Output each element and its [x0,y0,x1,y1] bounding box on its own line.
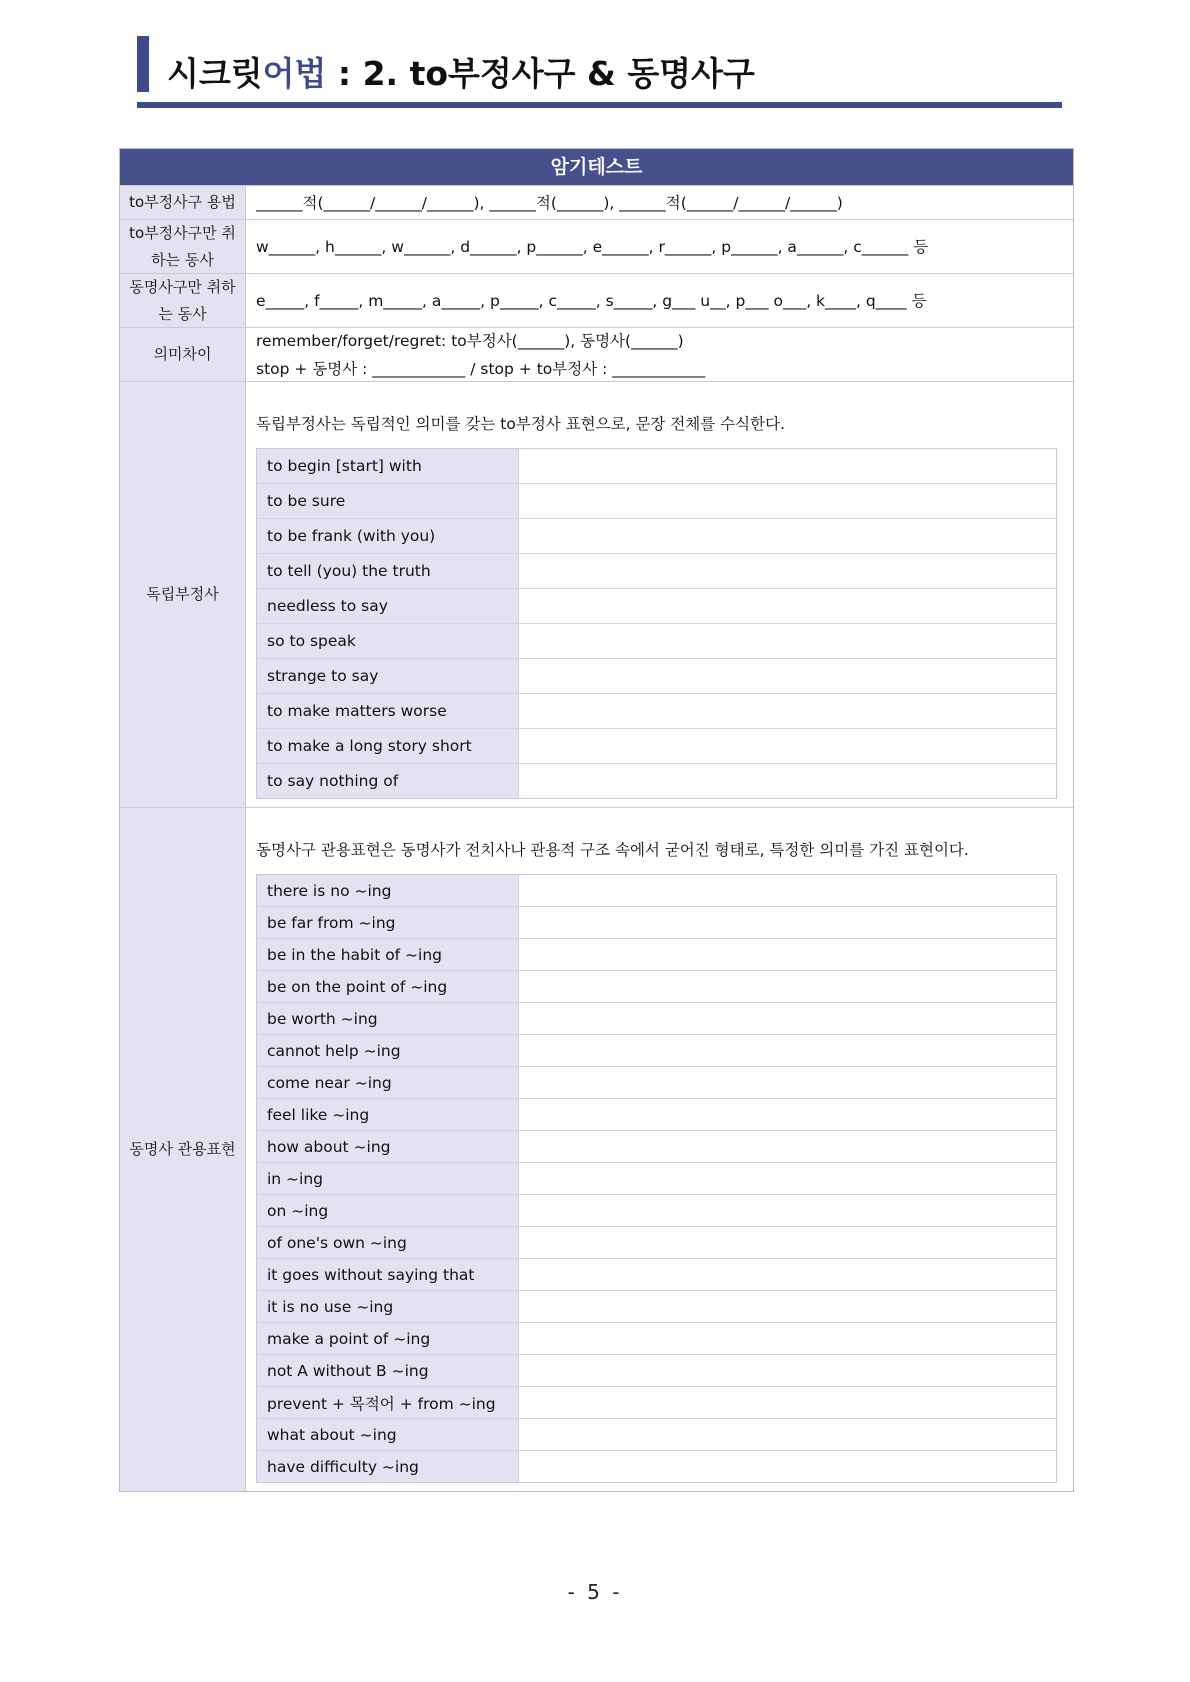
expression-term: be in the habit of ~ing [257,939,519,970]
answer-blank[interactable] [519,875,1056,906]
expression-row [257,1322,1056,1354]
page-number: - 5 - [567,1580,623,1604]
expression-row [257,938,1056,970]
expression-term: to make matters worse [257,694,519,728]
row-label: 동명사구만 취하는 동사 [120,274,246,327]
row-meaning-difference [120,327,1073,381]
expression-term: needless to say [257,589,519,623]
expression-term: prevent + 목적어 + from ~ing [257,1387,519,1418]
expression-term: have difficulty ~ing [257,1451,519,1482]
row-label: to부정사구만 취하는 동사 [120,220,246,273]
expression-row [257,875,1056,906]
expression-row [257,623,1056,658]
expression-term: strange to say [257,659,519,693]
answer-blank[interactable] [519,1227,1056,1258]
answer-blank[interactable] [519,971,1056,1002]
answer-blank[interactable] [519,1323,1056,1354]
expression-row [257,1450,1056,1482]
expression-term: it is no use ~ing [257,1291,519,1322]
gerund-expression-list [256,874,1057,1483]
expression-term: make a point of ~ing [257,1323,519,1354]
answer-blank[interactable] [519,1451,1056,1482]
expression-row [257,693,1056,728]
page-header [137,36,1062,110]
expression-term: to be sure [257,484,519,518]
row-label: 동명사 관용표현 [120,808,246,1491]
expression-row [257,449,1056,483]
expression-term: in ~ing [257,1163,519,1194]
expression-row [257,658,1056,693]
expression-term: to begin [start] with [257,449,519,483]
row-independent-infinitive [120,381,1073,807]
expression-row [257,1098,1056,1130]
answer-blank[interactable] [519,1099,1056,1130]
answer-blank[interactable] [519,554,1056,588]
expression-term: on ~ing [257,1195,519,1226]
expression-term: be on the point of ~ing [257,971,519,1002]
expression-row [257,1162,1056,1194]
expression-row [257,763,1056,798]
expression-term: be worth ~ing [257,1003,519,1034]
answer-blank[interactable] [519,694,1056,728]
row-gerund-idioms [120,807,1073,1491]
expression-row [257,1034,1056,1066]
expression-term: to make a long story short [257,729,519,763]
answer-blank[interactable] [519,1291,1056,1322]
answer-blank[interactable] [519,1355,1056,1386]
section-content [246,382,1073,807]
title-rest: : 2. to부정사구 & 동명사구 [326,54,755,93]
expression-term: to say nothing of [257,764,519,798]
row-label: 의미차이 [120,328,246,381]
answer-blank[interactable] [519,1131,1056,1162]
answer-blank[interactable] [519,449,1056,483]
expression-row [257,1002,1056,1034]
expression-term: how about ~ing [257,1131,519,1162]
expression-term: to tell (you) the truth [257,554,519,588]
row-line: ______적(______/______/______), ______적(______), ______적(______/______/______) [256,193,843,212]
row-infinitive-verbs [120,219,1073,273]
row-content[interactable] [246,186,1073,219]
expression-row [257,970,1056,1002]
section-description: 동명사구 관용표현은 동명사가 전치사나 관용적 구조 속에서 굳어진 형태로, 특정한 의미를 가진 표현이다. [256,841,969,859]
expression-term: not A without B ~ing [257,1355,519,1386]
row-gerund-verbs [120,273,1073,327]
header-rule [137,102,1062,108]
expression-term: there is no ~ing [257,875,519,906]
answer-blank[interactable] [519,1195,1056,1226]
expression-term: come near ~ing [257,1067,519,1098]
expression-row [257,1194,1056,1226]
expression-term: to be frank (with you) [257,519,519,553]
row-line: w______, h______, w______, d______, p______, e______, r______, p______, a______, c______ 등 [256,237,929,256]
expression-row [257,906,1056,938]
header-accent-bar [137,36,149,92]
expression-row [257,1066,1056,1098]
table-banner: 암기테스트 [120,149,1073,185]
answer-blank[interactable] [519,907,1056,938]
expression-row [257,1354,1056,1386]
row-content[interactable] [246,220,1073,273]
expression-row [257,1226,1056,1258]
answer-blank[interactable] [519,764,1056,798]
section-description: 독립부정사는 독립적인 의미를 갖는 to부정사 표현으로, 문장 전체를 수식한다. [256,415,785,433]
answer-blank[interactable] [519,1259,1056,1290]
row-line: stop + 동명사 : ____________ / stop + to부정사 : ____________ [256,359,706,378]
answer-blank[interactable] [519,659,1056,693]
row-content[interactable] [246,328,1073,381]
section-content [246,808,1073,1491]
answer-blank[interactable] [519,1003,1056,1034]
expression-term: be far from ~ing [257,907,519,938]
row-content[interactable] [246,274,1073,327]
expression-term: of one's own ~ing [257,1227,519,1258]
expression-term: what about ~ing [257,1419,519,1450]
independent-expression-list [256,448,1057,799]
answer-blank[interactable] [519,589,1056,623]
answer-blank[interactable] [519,1067,1056,1098]
expression-row [257,1290,1056,1322]
expression-row [257,588,1056,623]
answer-blank[interactable] [519,1419,1056,1450]
expression-term: it goes without saying that [257,1259,519,1290]
expression-row [257,1258,1056,1290]
memory-test-table [119,148,1074,1492]
expression-term: feel like ~ing [257,1099,519,1130]
answer-blank[interactable] [519,484,1056,518]
answer-blank[interactable] [519,1387,1056,1418]
page-title [167,48,755,95]
answer-blank[interactable] [519,729,1056,763]
expression-row [257,553,1056,588]
expression-row [257,518,1056,553]
answer-blank[interactable] [519,519,1056,553]
row-infinitive-usage [120,185,1073,219]
expression-row [257,483,1056,518]
row-line: e_____, f_____, m_____, a_____, p_____, c_____, s_____, g___ u__, p___ o___, k____, q____ 등 [256,291,927,310]
answer-blank[interactable] [519,939,1056,970]
expression-row [257,1418,1056,1450]
expression-row [257,1130,1056,1162]
answer-blank[interactable] [519,1035,1056,1066]
expression-term: so to speak [257,624,519,658]
expression-row [257,1386,1056,1418]
title-prefix: 시크릿 [167,54,263,93]
title-accent: 어법 [262,54,327,93]
row-label: to부정사구 용법 [120,186,246,219]
answer-blank[interactable] [519,624,1056,658]
answer-blank[interactable] [519,1163,1056,1194]
expression-row [257,728,1056,763]
expression-term: cannot help ~ing [257,1035,519,1066]
row-label: 독립부정사 [120,382,246,807]
row-line: remember/forget/regret: to부정사(______), 동명사(______) [256,331,684,350]
